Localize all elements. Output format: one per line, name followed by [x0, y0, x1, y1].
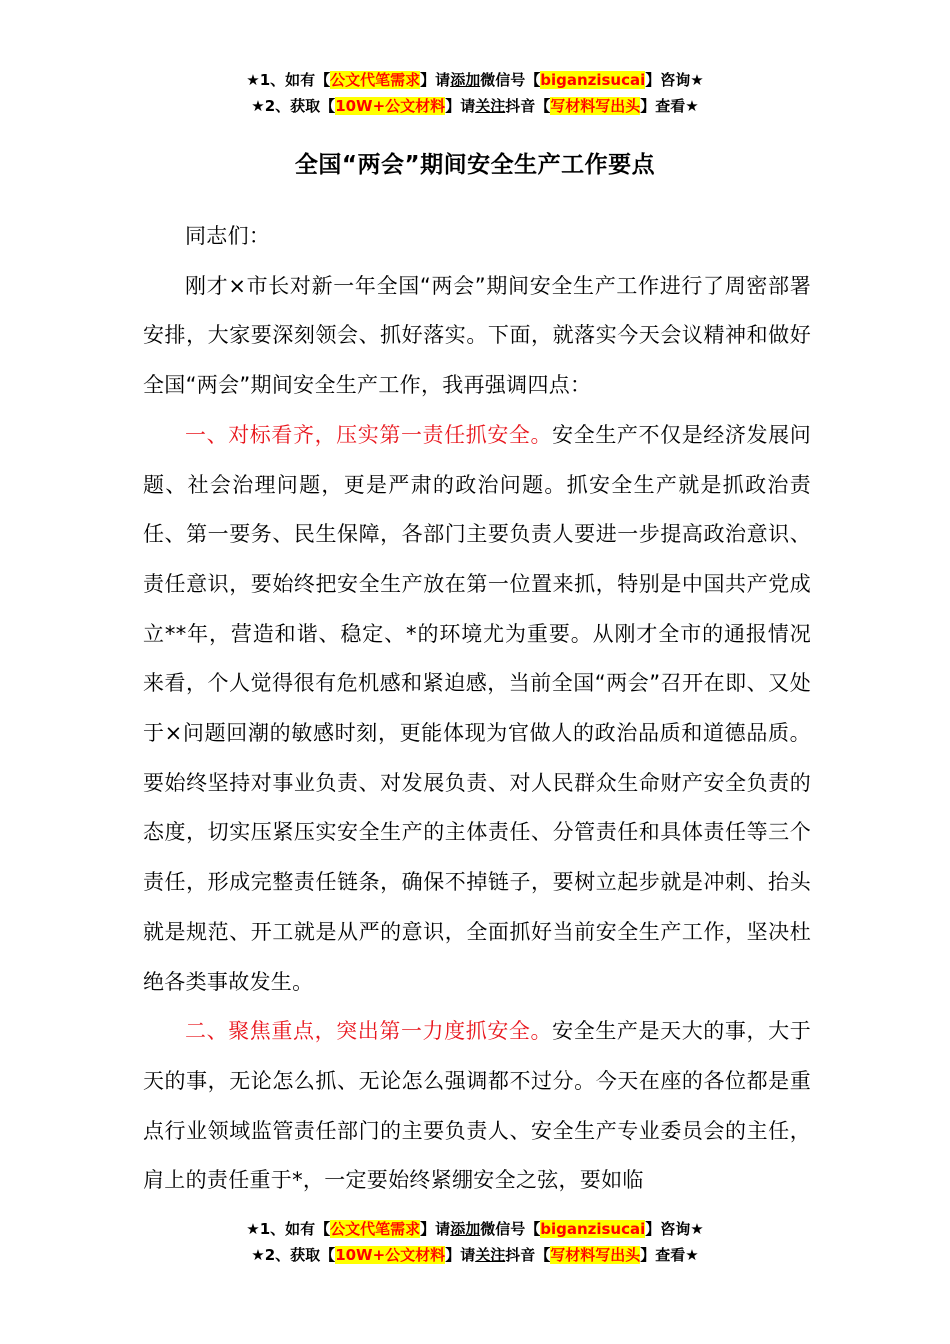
banner-highlight: 公文代笔需求 [330, 71, 421, 89]
banner-text: ★2、获取【 [251, 97, 336, 115]
banner-text: ★1、如有【 [246, 71, 331, 89]
banner-text: ★1、如有【 [246, 1220, 331, 1238]
banner-highlight: biganzisucai [540, 1220, 646, 1238]
banner-text: 】查看★ [640, 97, 699, 115]
banner-text: 抖音【 [505, 1246, 551, 1264]
banner-text: 】咨询★ [645, 1220, 704, 1238]
salutation: 同志们： [185, 224, 271, 248]
banner-text: 】请 [445, 1246, 476, 1264]
banner-highlight: biganzisucai [540, 71, 646, 89]
banner-emphasis: 添加 [450, 1220, 481, 1238]
banner-text: 微信号【 [480, 1220, 541, 1238]
point-1-text: 安全生产不仅是经济发展问题、社会治理问题，更是严肃的政治问题。抓安全生产就是抓政治责任、第一要务、民生保障，各部门主要负责人要进一步提高政治意识、责任意识，要始终把安全生产放在第一位置来抓，特别是中国共产党成立**年，营造和谐、稳定、*的环境尤为重要。从刚才全市的通报情况来看，个人觉得很有危机感和紧迫感，当前全国“两会”召开在即、又处于×问题回潮的敏感时刻，更能体现为官做人的政治品质和道德品质。要始终坚持对事业负责、对发展负责、对人民群众生命财产安全负责的态度，切实压紧压实安全生产的主体责任、分管责任和具体责任等三个责任，形成完整责任链条，确保不掉链子，要树立起步就是冲刺、抬头就是规范、开工就是从严的意识，全面抓好当前安全生产工作，坚决杜绝各类事故发生。 [143, 422, 811, 994]
banner-line-2 [0, 1242, 950, 1268]
banner-highlight: 公文代笔需求 [330, 1220, 421, 1238]
banner-text: 】咨询★ [645, 71, 704, 89]
banner-line-1 [0, 1216, 950, 1242]
paragraph-point-2 [143, 1007, 811, 1206]
banner-text: 】请 [420, 71, 451, 89]
banner-text: 抖音【 [505, 97, 551, 115]
banner-emphasis: 添加 [450, 71, 481, 89]
top-banner [0, 67, 950, 119]
banner-highlight: 10W+公文材料 [335, 1246, 446, 1264]
banner-highlight: 写材料写出头 [550, 97, 641, 115]
bottom-banner [0, 1216, 950, 1268]
point-2-heading: 二、聚焦重点，突出第一力度抓安全。 [185, 1019, 553, 1044]
banner-highlight: 10W+公文材料 [335, 97, 446, 115]
banner-text: ★2、获取【 [251, 1246, 336, 1264]
banner-emphasis: 关注 [475, 97, 506, 115]
paragraph-point-1 [143, 411, 811, 1007]
banner-text: 微信号【 [480, 71, 541, 89]
banner-line-1 [0, 67, 950, 93]
banner-text: 】请 [420, 1220, 451, 1238]
banner-text: 】查看★ [640, 1246, 699, 1264]
banner-line-2 [0, 93, 950, 119]
document-body [143, 212, 811, 1206]
banner-highlight: 写材料写出头 [550, 1246, 641, 1264]
banner-text: 】请 [445, 97, 476, 115]
document-title: 全国“两会”期间安全生产工作要点 [294, 152, 656, 178]
point-1-heading: 一、对标看齐，压实第一责任抓安全。 [185, 422, 553, 447]
banner-emphasis: 关注 [475, 1246, 506, 1264]
paragraph-intro: 刚才×市长对新一年全国“两会”期间安全生产工作进行了周密部署安排，大家要深刻领会、抓好落实。下面，就落实今天会议精神和做好全国“两会”期间安全生产工作，我再强调四点： [143, 273, 811, 398]
point-2-text: 安全生产是天大的事，大于天的事，无论怎么抓、无论怎么强调都不过分。今天在座的各位都是重点行业领域监管责任部门的主要负责人、安全生产专业委员会的主任，肩上的责任重于*，一定要始终紧绷安全之弦，要如临 [143, 1019, 811, 1193]
